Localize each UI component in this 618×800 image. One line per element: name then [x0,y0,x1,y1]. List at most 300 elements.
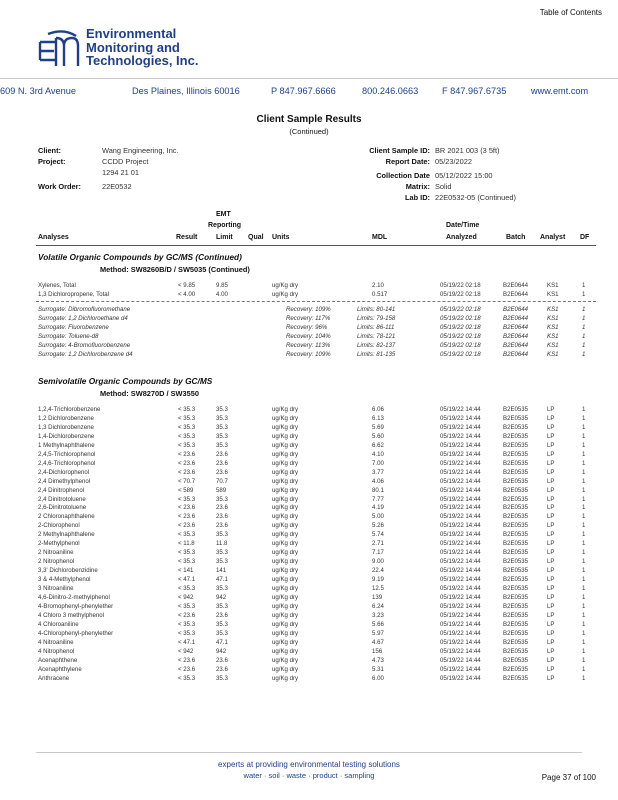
units-value: ug/Kg dry [272,540,299,548]
analyte-name: 1 Methylnaphthalene [38,441,95,449]
units-value: ug/Kg dry [272,576,299,584]
analyte-name: 2 Chloronaphthalene [38,513,95,521]
units-value: ug/Kg dry [272,558,299,566]
limit-value: 47.1 [216,638,228,646]
collection-date-label: Collection Date [376,171,430,180]
units-value: ug/Kg dry [272,468,299,476]
result-value: < 23.6 [178,513,196,521]
analyte-name: 3 Nitroaniline [38,585,74,592]
batch-id: B2E0535 [503,638,529,646]
analyte-name: 3 & 4-Methylphenol [38,576,91,584]
limit-value: 942 [216,593,227,601]
limit-value: 35.3 [216,406,228,413]
workorder-value: 22E0532 [102,182,132,191]
limit-value: 70.7 [216,477,228,485]
website-link[interactable]: www.emt.com [531,86,589,96]
units-value: ug/Kg dry [272,629,299,637]
analyst-id: KS1 [547,323,559,331]
result-value: < 11.8 [178,540,195,548]
units-value: ug/Kg dry [272,620,299,628]
surrogate-row [0,306,618,315]
surrogate-name: Surrogate: 4-Bromofluorobenzene [38,341,131,349]
mdl-value: 4.06 [372,477,384,485]
surrogate-name: Surrogate: Dibromofluoromethane [38,306,131,313]
mdl-value: 7.77 [372,495,384,503]
units-value: ug/Kg dry [272,459,299,467]
lab-id-value: 22E0532-05 (Continued) [435,193,516,202]
analyst-id: LP [547,665,555,673]
batch-id: B2E0535 [503,423,529,431]
table-row [0,513,618,522]
mdl-value: 5.74 [372,531,384,539]
analyzed-date: 05/19/22 14:44 [440,593,481,601]
mdl-value: 4.10 [372,450,384,458]
batch-id: B2E0535 [503,540,529,548]
table-row [0,576,618,585]
analyte-name: 2 Methylnaphthalene [38,531,95,539]
analyst-id: KS1 [547,341,559,349]
report-date-label: Report Date: [385,157,430,166]
mdl-value: 156 [372,647,383,655]
surrogate-row [0,342,618,351]
analyst-id: KS1 [547,314,559,322]
units-value: ug/Kg dry [272,504,299,512]
df-value: 1 [582,314,586,322]
workorder-label: Work Order: [38,182,81,191]
analyst-id: LP [547,576,555,584]
analyte-name: 2 Nitroaniline [38,549,74,557]
analyzed-date: 05/19/22 14:44 [440,423,481,431]
mdl-value: 5.31 [372,665,384,673]
result-value: < 35.3 [178,441,196,449]
units-value: ug/Kg dry [272,414,299,422]
table-row [0,460,618,469]
table-row [0,657,618,666]
analyst-id: LP [547,513,555,521]
df-value: 1 [582,620,586,628]
units-value: ug/Kg dry [272,423,299,431]
analyzed-date: 05/19/22 14:44 [440,414,481,422]
result-value: < 35.3 [178,602,196,610]
analyte-name: 2,4-Dichlorophenol [38,468,90,476]
analyst-id: LP [547,638,555,646]
batch-id: B2E0535 [503,611,529,619]
units-value: ug/Kg dry [272,611,299,619]
batch-id: B2E0535 [503,549,529,557]
units-value: ug/Kg dry [272,477,299,485]
analyzed-date: 05/19/22 14:44 [440,638,481,646]
df-value: 1 [582,504,586,512]
table-row [0,531,618,540]
analyte-name: 1,4-Dichlorobenzene [38,432,95,440]
analyte-name: 2,4 Dimethylphenol [38,477,91,485]
analyst-id: LP [547,468,555,476]
result-value: < 70.7 [178,477,196,485]
analyst-id: LP [547,504,555,512]
result-value: < 23.6 [178,459,196,467]
df-value: 1 [582,593,586,601]
analyzed-date: 05/19/22 14:44 [440,504,481,512]
units-value: ug/Kg dry [272,513,299,521]
result-value: < 35.3 [178,674,196,682]
analyte-name: 4-Bromophenyl-phenylether [38,602,114,610]
analyst-id: LP [547,585,555,592]
analyzed-date: 05/19/22 02:18 [440,350,481,358]
result-value: < 23.6 [178,656,196,664]
analyst-id: LP [547,647,555,655]
df-value: 1 [582,665,586,673]
table-row [0,648,618,657]
analyzed-date: 05/19/22 14:44 [440,558,481,566]
limits-value: Limits: 86-111 [357,323,395,331]
limit-value: 47.1 [216,576,228,584]
footer-tagline: experts at providing environmental testing solutions [218,760,400,769]
phone-number: P 847.967.6666 [271,86,336,96]
result-value: < 35.3 [178,585,196,592]
analyte-name: 2-Methylphenol [38,540,80,548]
result-value: < 942 [178,593,194,601]
df-value: 1 [582,629,586,637]
project-value: CCDD Project [102,157,149,166]
analyzed-date: 05/19/22 14:44 [440,611,481,619]
batch-id: B2E0535 [503,629,529,637]
units-value: ug/Kg dry [272,585,299,592]
limit-value: 35.3 [216,531,228,539]
analyzed-date: 05/19/22 14:44 [440,495,481,503]
mdl-value: 5.66 [372,620,384,628]
result-value: < 35.3 [178,549,196,557]
analyte-name: Anthracene [38,674,70,682]
df-value: 1 [582,477,586,485]
surrogate-row [0,324,618,333]
df-value: 1 [582,495,586,503]
analyst-id: KS1 [547,290,559,298]
limit-value: 23.6 [216,656,228,664]
analyst-id: LP [547,477,555,485]
result-value: < 141 [178,567,194,575]
recovery-value: Recovery: 104% [286,332,331,340]
analyst-id: LP [547,406,555,413]
analyzed-date: 05/19/22 14:44 [440,549,481,557]
mdl-value: 5.00 [372,513,384,521]
batch-id: B2E0535 [503,495,529,503]
df-value: 1 [582,585,586,592]
analyte-name: 2,4,5-Trichlorophenol [38,450,96,458]
units-value: ug/Kg dry [272,441,299,449]
mdl-value: 6.24 [372,602,384,610]
result-value: < 35.3 [178,423,196,431]
analyzed-date: 05/19/22 02:18 [440,323,481,331]
fax-number: F 847.967.6735 [442,86,507,96]
df-value: 1 [582,306,586,313]
recovery-value: Recovery: 109% [286,306,331,313]
result-value: < 35.3 [178,406,196,413]
batch-id: B2E0535 [503,531,529,539]
units-value: ug/Kg dry [272,486,299,494]
limits-value: Limits: 80-141 [357,306,396,313]
df-value: 1 [582,540,586,548]
client-label: Client: [38,146,61,155]
tollfree-number: 800.246.0663 [362,86,419,96]
batch-id: B2E0644 [503,350,529,358]
limit-value: 141 [216,567,227,575]
analyte-name: 4 Chloro 3 methylphenol [38,611,105,619]
analyte-name: 4,6-Dinitro-2-methylphenol [38,593,110,601]
result-value: < 589 [178,486,194,494]
limit-value: 23.6 [216,468,228,476]
table-row [0,504,618,513]
table-row [0,451,618,460]
recovery-value: Recovery: 109% [286,350,331,358]
result-value: < 23.6 [178,522,196,530]
city-address: Des Plaines, Illinois 60016 [132,86,240,96]
result-value: < 23.6 [178,450,196,458]
batch-id: B2E0535 [503,414,529,422]
units-value: ug/Kg dry [272,674,299,682]
units-value: ug/Kg dry [272,522,299,530]
analyst-id: LP [547,531,555,539]
table-row [0,496,618,505]
table-row [0,487,618,496]
analyst-id: LP [547,495,555,503]
analyst-id: LP [547,540,555,548]
mdl-value: 9.19 [372,576,384,584]
project-label: Project: [38,157,66,166]
limit-value: 35.3 [216,558,228,566]
batch-id: B2E0535 [503,459,529,467]
mdl-value: 3.23 [372,611,384,619]
df-value: 1 [582,576,586,584]
surrogate-name: Surrogate: Fluorobenzene [38,323,109,331]
analyte-name: 3,3' Dichlorobenzidine [38,567,98,575]
analyzed-date: 05/19/22 14:44 [440,531,481,539]
sample-id-label: Client Sample ID: [369,146,430,155]
company-name: Environmental Monitoring and Technologies, Inc. [86,26,199,68]
table-row [0,442,618,451]
table-row [0,415,618,424]
mdl-value: 2.71 [372,540,384,548]
limit-value: 23.6 [216,459,228,467]
analyzed-date: 05/19/22 02:18 [440,314,481,322]
recovery-value: Recovery: 117% [286,314,331,322]
batch-id: B2E0535 [503,576,529,584]
header-df: DF [580,234,590,241]
table-row [0,612,618,621]
mdl-value: 4.67 [372,638,384,646]
limit-value: 35.3 [216,602,228,610]
section-title-volatile: Volatile Organic Compounds by GC/MS (Continued) [38,252,242,262]
table-row [0,585,618,594]
table-row [0,594,618,603]
header-analyst: Analyst [540,234,566,241]
result-value: < 35.3 [178,414,196,422]
lab-id-label: Lab ID: [404,193,430,202]
df-value: 1 [582,674,586,682]
analyst-id: LP [547,441,555,449]
analyte-name: 4 Nitroaniline [38,638,74,646]
df-value: 1 [582,290,586,298]
analyst-id: KS1 [547,282,559,289]
df-value: 1 [582,602,586,610]
limits-value: Limits: 78-121 [357,332,396,340]
analyzed-date: 05/19/22 14:44 [440,585,481,592]
surrogate-name: Surrogate: Toluene-d8 [38,332,99,340]
limit-value: 35.3 [216,674,228,682]
df-value: 1 [582,611,586,619]
batch-id: B2E0535 [503,513,529,521]
df-value: 1 [582,513,586,521]
batch-id: B2E0535 [503,441,529,449]
limits-value: Limits: 79-158 [357,314,396,322]
batch-id: B2E0535 [503,477,529,485]
analyte-name: 1,3 Dichlorobenzene [38,423,94,431]
result-value: < 35.3 [178,558,196,566]
units-value: ug/Kg dry [272,495,299,503]
analyzed-date: 05/19/22 14:44 [440,441,481,449]
analyst-id: LP [547,593,555,601]
units-value: ug/Kg dry [272,432,299,440]
df-value: 1 [582,486,586,494]
df-value: 1 [582,459,586,467]
result-value: < 35.3 [178,629,196,637]
mdl-value: 6.13 [372,414,384,422]
result-value: < 35.3 [178,531,196,539]
batch-id: B2E0535 [503,656,529,664]
df-value: 1 [582,332,586,340]
batch-id: B2E0535 [503,450,529,458]
units-value: ug/Kg dry [272,602,299,610]
method-volatile: Method: SW8260B/D / SW5035 (Continued) [100,265,250,274]
footer-divider [36,752,582,753]
surrogate-divider [36,301,596,302]
analyst-id: LP [547,459,555,467]
limit-value: 35.3 [216,629,228,637]
result-value: < 23.6 [178,468,196,476]
analyte-name: 2,6-Dinitrotoluene [38,504,87,512]
analyte-name: 4-Chlorophenyl-phenylether [38,629,114,637]
table-row [0,522,618,531]
batch-id: B2E0644 [503,323,529,331]
limit-value: 23.6 [216,611,228,619]
mdl-value: 0.517 [372,290,388,298]
analyzed-date: 05/19/22 14:44 [440,647,481,655]
project-number: 1294 21 01 [102,168,139,177]
table-row [0,424,618,433]
table-row [0,675,618,684]
batch-id: B2E0535 [503,665,529,673]
analyst-id: KS1 [547,306,559,313]
table-row [0,469,618,478]
analyzed-date: 05/19/22 14:44 [440,459,481,467]
analyst-id: KS1 [547,350,559,358]
mdl-value: 7.17 [372,549,384,557]
analyzed-date: 05/19/22 14:44 [440,665,481,673]
df-value: 1 [582,406,586,413]
limits-value: Limits: 82-137 [357,341,396,349]
client-value: Wang Engineering, Inc. [102,146,179,155]
analyte-name: 2 Nitrophenol [38,558,75,566]
mdl-value: 80.1 [372,486,384,494]
analyte-name: 1,2 Dichlorobenzene [38,414,94,422]
table-of-contents-link[interactable]: Table of Contents [539,8,602,17]
surrogate-row [0,333,618,342]
batch-id: B2E0535 [503,567,529,575]
analyte-name: 2,4 Dinitrophenol [38,486,85,494]
mdl-value: 6.62 [372,441,384,449]
limit-value: 23.6 [216,513,228,521]
df-value: 1 [582,468,586,476]
limit-value: 589 [216,486,227,494]
surrogate-row [0,351,618,360]
analyst-id: LP [547,567,555,575]
analyzed-date: 05/19/22 14:44 [440,522,481,530]
analyzed-date: 05/19/22 14:44 [440,468,481,476]
mdl-value: 2.10 [372,282,384,289]
sample-id-value: BR 2021 003 (3 5ft) [435,146,500,155]
analyst-id: LP [547,432,555,440]
mdl-value: 22.4 [372,567,384,575]
analyst-id: LP [547,629,555,637]
analyst-id: LP [547,486,555,494]
table-row [0,630,618,639]
analyte-name: 4 Nitrophenol [38,647,75,655]
df-value: 1 [582,350,586,358]
df-value: 1 [582,656,586,664]
analyst-id: LP [547,549,555,557]
batch-id: B2E0535 [503,647,529,655]
limit-value: 23.6 [216,504,228,512]
analyte-name: 1,2,4-Trichlorobenzene [38,406,101,413]
mdl-value: 7.00 [372,459,384,467]
limit-value: 35.3 [216,549,228,557]
df-value: 1 [582,414,586,422]
batch-id: B2E0535 [503,432,529,440]
batch-id: B2E0535 [503,468,529,476]
batch-id: B2E0535 [503,593,529,601]
df-value: 1 [582,432,586,440]
emt-logo-icon [34,30,80,72]
header-rule [36,245,596,246]
units-value: ug/Kg dry [272,406,299,413]
units-value: ug/Kg dry [272,647,299,655]
df-value: 1 [582,450,586,458]
limit-value: 35.3 [216,414,228,422]
limit-value: 4.00 [216,290,228,298]
header-analyses: Analyses [38,234,69,241]
street-address: 609 N. 3rd Avenue [0,86,76,96]
header-units: Units [272,234,290,241]
units-value: ug/Kg dry [272,567,299,575]
mdl-value: 139 [372,593,383,601]
header-result: Result [176,234,198,241]
batch-id: B2E0535 [503,504,529,512]
limit-value: 35.3 [216,432,228,440]
matrix-value: Solid [435,182,452,191]
analyzed-date: 05/19/22 02:18 [440,282,481,289]
page-subtitle: (Continued) [289,127,329,136]
result-value: < 35.3 [178,432,196,440]
analyst-id: LP [547,656,555,664]
method-semivolatile: Method: SW8270D / SW3550 [100,389,199,398]
batch-id: B2E0644 [503,282,529,289]
analyzed-date: 05/19/22 14:44 [440,477,481,485]
analyzed-date: 05/19/22 02:18 [440,290,481,298]
mdl-value: 6.00 [372,674,384,682]
header-qual: Qual [248,234,264,241]
result-value: < 942 [178,647,194,655]
surrogate-name: Surrogate: 1,2 Dichloroethane d4 [38,314,128,322]
analyte-name: 2-Chlorophenol [38,522,80,530]
